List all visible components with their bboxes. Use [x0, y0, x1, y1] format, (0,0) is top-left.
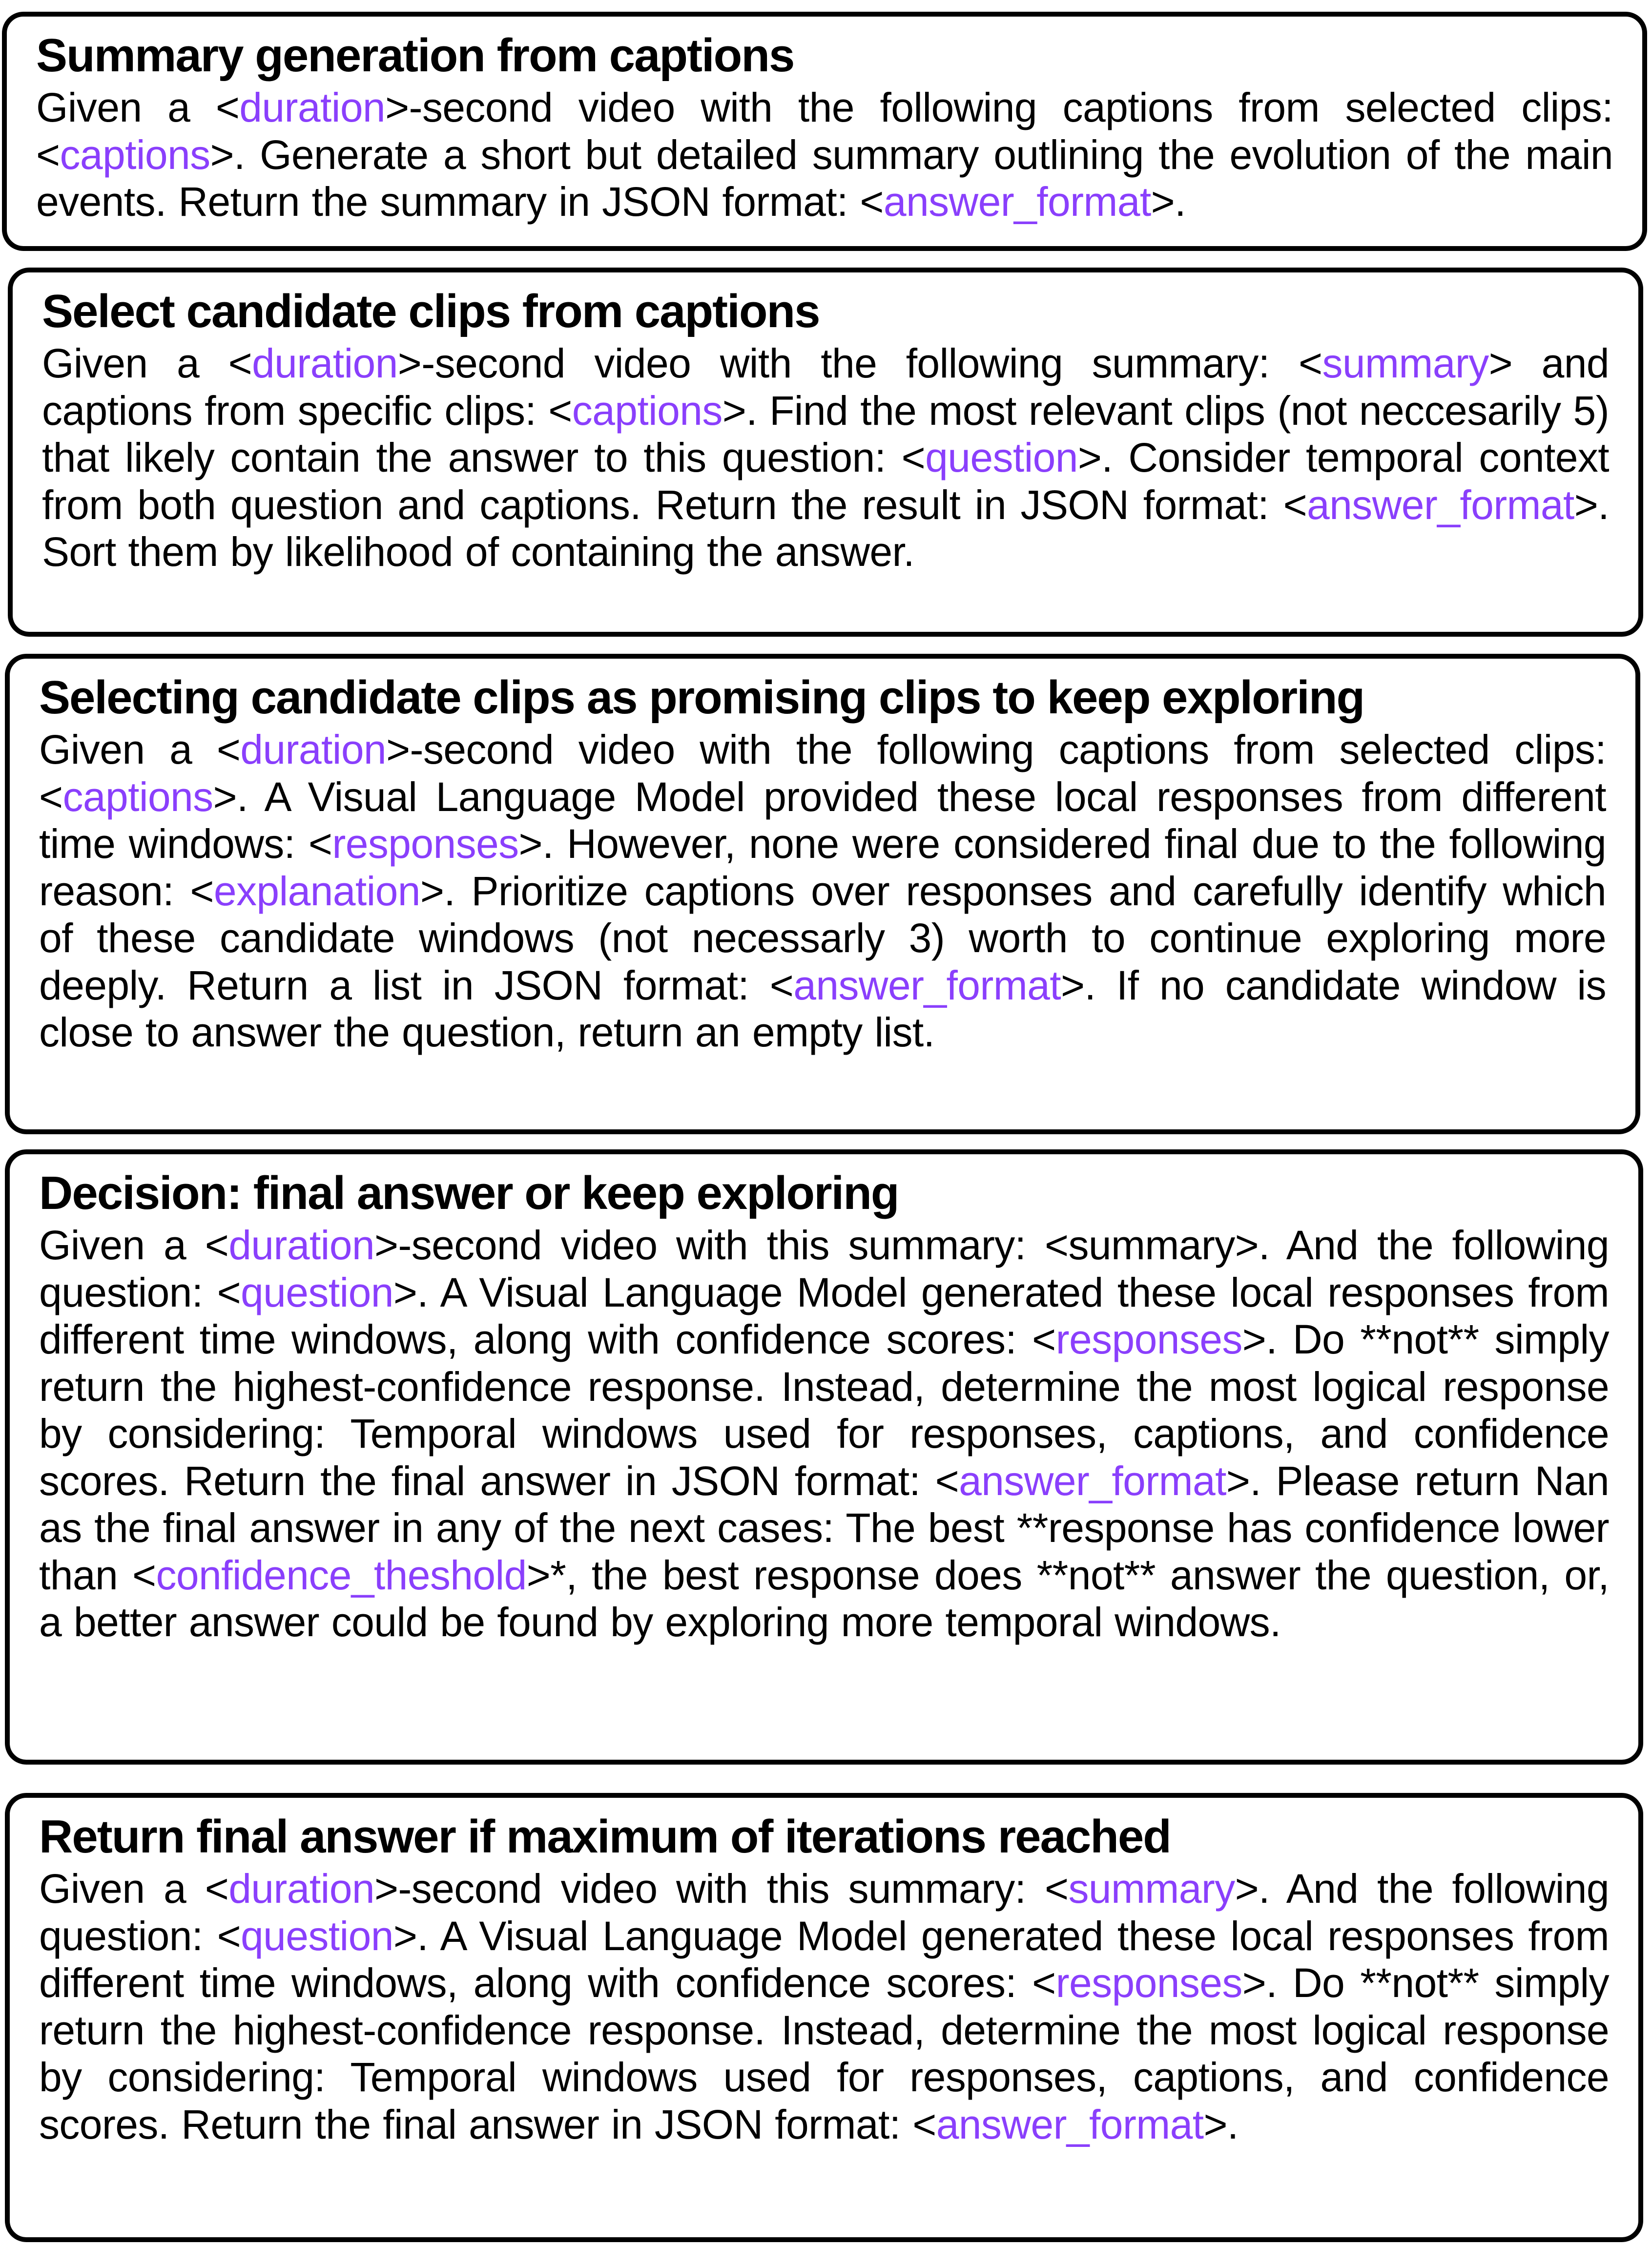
placeholder-variable: summary — [1068, 1866, 1235, 1912]
prompt-text: >. Sort them by likelihood of containing the answer. — [42, 481, 1609, 575]
placeholder-variable: answer_format — [936, 2101, 1204, 2147]
prompt-text: >. A Visual Language Model generated these local responses from different time windows, along with confidence scores: < — [39, 1913, 1610, 2006]
placeholder-variable: answer_format — [793, 962, 1061, 1008]
prompt-text: >. Please return Nan as the final answer in any of the next cases: The best **response has confidence lower than < — [39, 1457, 1609, 1598]
placeholder-variable: confidence_theshold — [156, 1552, 527, 1598]
card-body — [42, 340, 1609, 576]
card-body — [39, 726, 1606, 1056]
placeholder-variable: captions — [62, 773, 213, 820]
prompt-text: Given a < — [39, 1866, 229, 1912]
prompt-text: >. And the following question: < — [39, 1866, 1609, 1959]
prompt-text: Given a < — [39, 1222, 229, 1268]
prompt-text: >. Find the most relevant clips (not neccesarily 5) that likely contain the answer to this question: < — [42, 387, 1609, 480]
prompt-text: >. Prioritize captions over responses and carefully identify which of these candidate windows (not necessarly 3) worth to continue exploring more deeply. Return a list in JSON format: < — [39, 868, 1607, 1008]
placeholder-variable: captions — [60, 131, 210, 178]
card-title: Select candidate clips from captions — [42, 285, 820, 337]
placeholder-variable: summary — [1322, 340, 1489, 386]
prompt-text: Given a < — [39, 727, 241, 772]
placeholder-variable: answer_format — [959, 1457, 1226, 1504]
prompt-text: >. — [1203, 2101, 1239, 2147]
placeholder-variable: duration — [240, 727, 387, 772]
prompt-text: >. — [1151, 179, 1186, 225]
placeholder-variable: explanation — [213, 868, 420, 914]
card-title: Decision: final answer or keep exploring — [39, 1167, 899, 1219]
card-body — [39, 1865, 1609, 2148]
prompt-text: >. Generate a short but detailed summary outlining the evolution of the main events. Return the summary in JSON format: < — [36, 131, 1613, 225]
card-body — [36, 84, 1613, 226]
prompt-card-select-candidate-clips — [8, 268, 1643, 637]
prompt-text: >. If no candidate window is close to answer the question, return an empty list. — [39, 962, 1606, 1055]
prompt-text: >. Do **not** simply return the highest-confidence response. Instead, determine the most logical response by considering: Temporal windows used for responses, captions, and confidence scores. Return the final answer in JSON format: < — [39, 1316, 1609, 1504]
prompt-card-decision — [5, 1149, 1643, 1765]
prompt-card-summary-generation — [2, 12, 1647, 251]
prompt-text: >-second video with this summary: < — [374, 1866, 1069, 1912]
card-title: Summary generation from captions — [36, 29, 794, 82]
prompt-text: >*, the best response does **not** answer the question, or, a better answer could be found by exploring more temporal windows. — [39, 1552, 1610, 1645]
placeholder-variable: captions — [572, 387, 723, 434]
card-title: Return final answer if maximum of iterations reached — [39, 1810, 1171, 1863]
placeholder-variable: responses — [332, 821, 519, 867]
prompt-card-promising-clips — [5, 654, 1640, 1134]
card-body — [39, 1222, 1609, 1646]
prompt-text: >. A Visual Language Model generated these local responses from different time windows, along with confidence scores: < — [39, 1269, 1610, 1362]
prompt-text: >. However, none were considered final due to the following reason: < — [39, 821, 1606, 914]
placeholder-variable: answer_format — [883, 179, 1151, 225]
prompt-text: Given a < — [36, 84, 240, 130]
placeholder-variable: duration — [239, 84, 386, 130]
placeholder-variable: answer_format — [1307, 481, 1574, 528]
prompt-text: >-second video with the following captions from selected clips: < — [36, 84, 1613, 178]
prompt-text: >. Consider temporal context from both question and captions. Return the result in JSON format: < — [42, 435, 1609, 528]
prompt-text: > and captions from specific clips: < — [42, 340, 1609, 434]
placeholder-variable: responses — [1055, 1960, 1242, 2006]
placeholder-variable: duration — [228, 1222, 374, 1268]
placeholder-variable: question — [241, 1913, 393, 1959]
prompt-text: >. Do **not** simply return the highest-confidence response. Instead, determine the most logical response by considering: Temporal windows used for responses, captions, and confidence scores. Return the final answer in JSON format: < — [39, 1960, 1609, 2147]
prompt-card-final-answer-max-iterations — [5, 1793, 1643, 2242]
placeholder-variable: question — [925, 435, 1078, 480]
prompt-text: >-second video with this summary: <summary>. And the following question: < — [39, 1222, 1609, 1315]
placeholder-variable: duration — [252, 340, 398, 386]
placeholder-variable: question — [241, 1269, 393, 1315]
placeholder-variable: duration — [228, 1866, 374, 1912]
prompt-text: >-second video with the following captions from selected clips: < — [39, 727, 1607, 820]
prompt-text: >-second video with the following summary: < — [397, 340, 1322, 386]
prompt-text: >. A Visual Language Model provided these local responses from different time windows: < — [39, 773, 1606, 867]
placeholder-variable: responses — [1055, 1316, 1242, 1362]
card-title: Selecting candidate clips as promising clips to keep exploring — [39, 671, 1364, 724]
prompt-text: Given a < — [42, 340, 252, 386]
